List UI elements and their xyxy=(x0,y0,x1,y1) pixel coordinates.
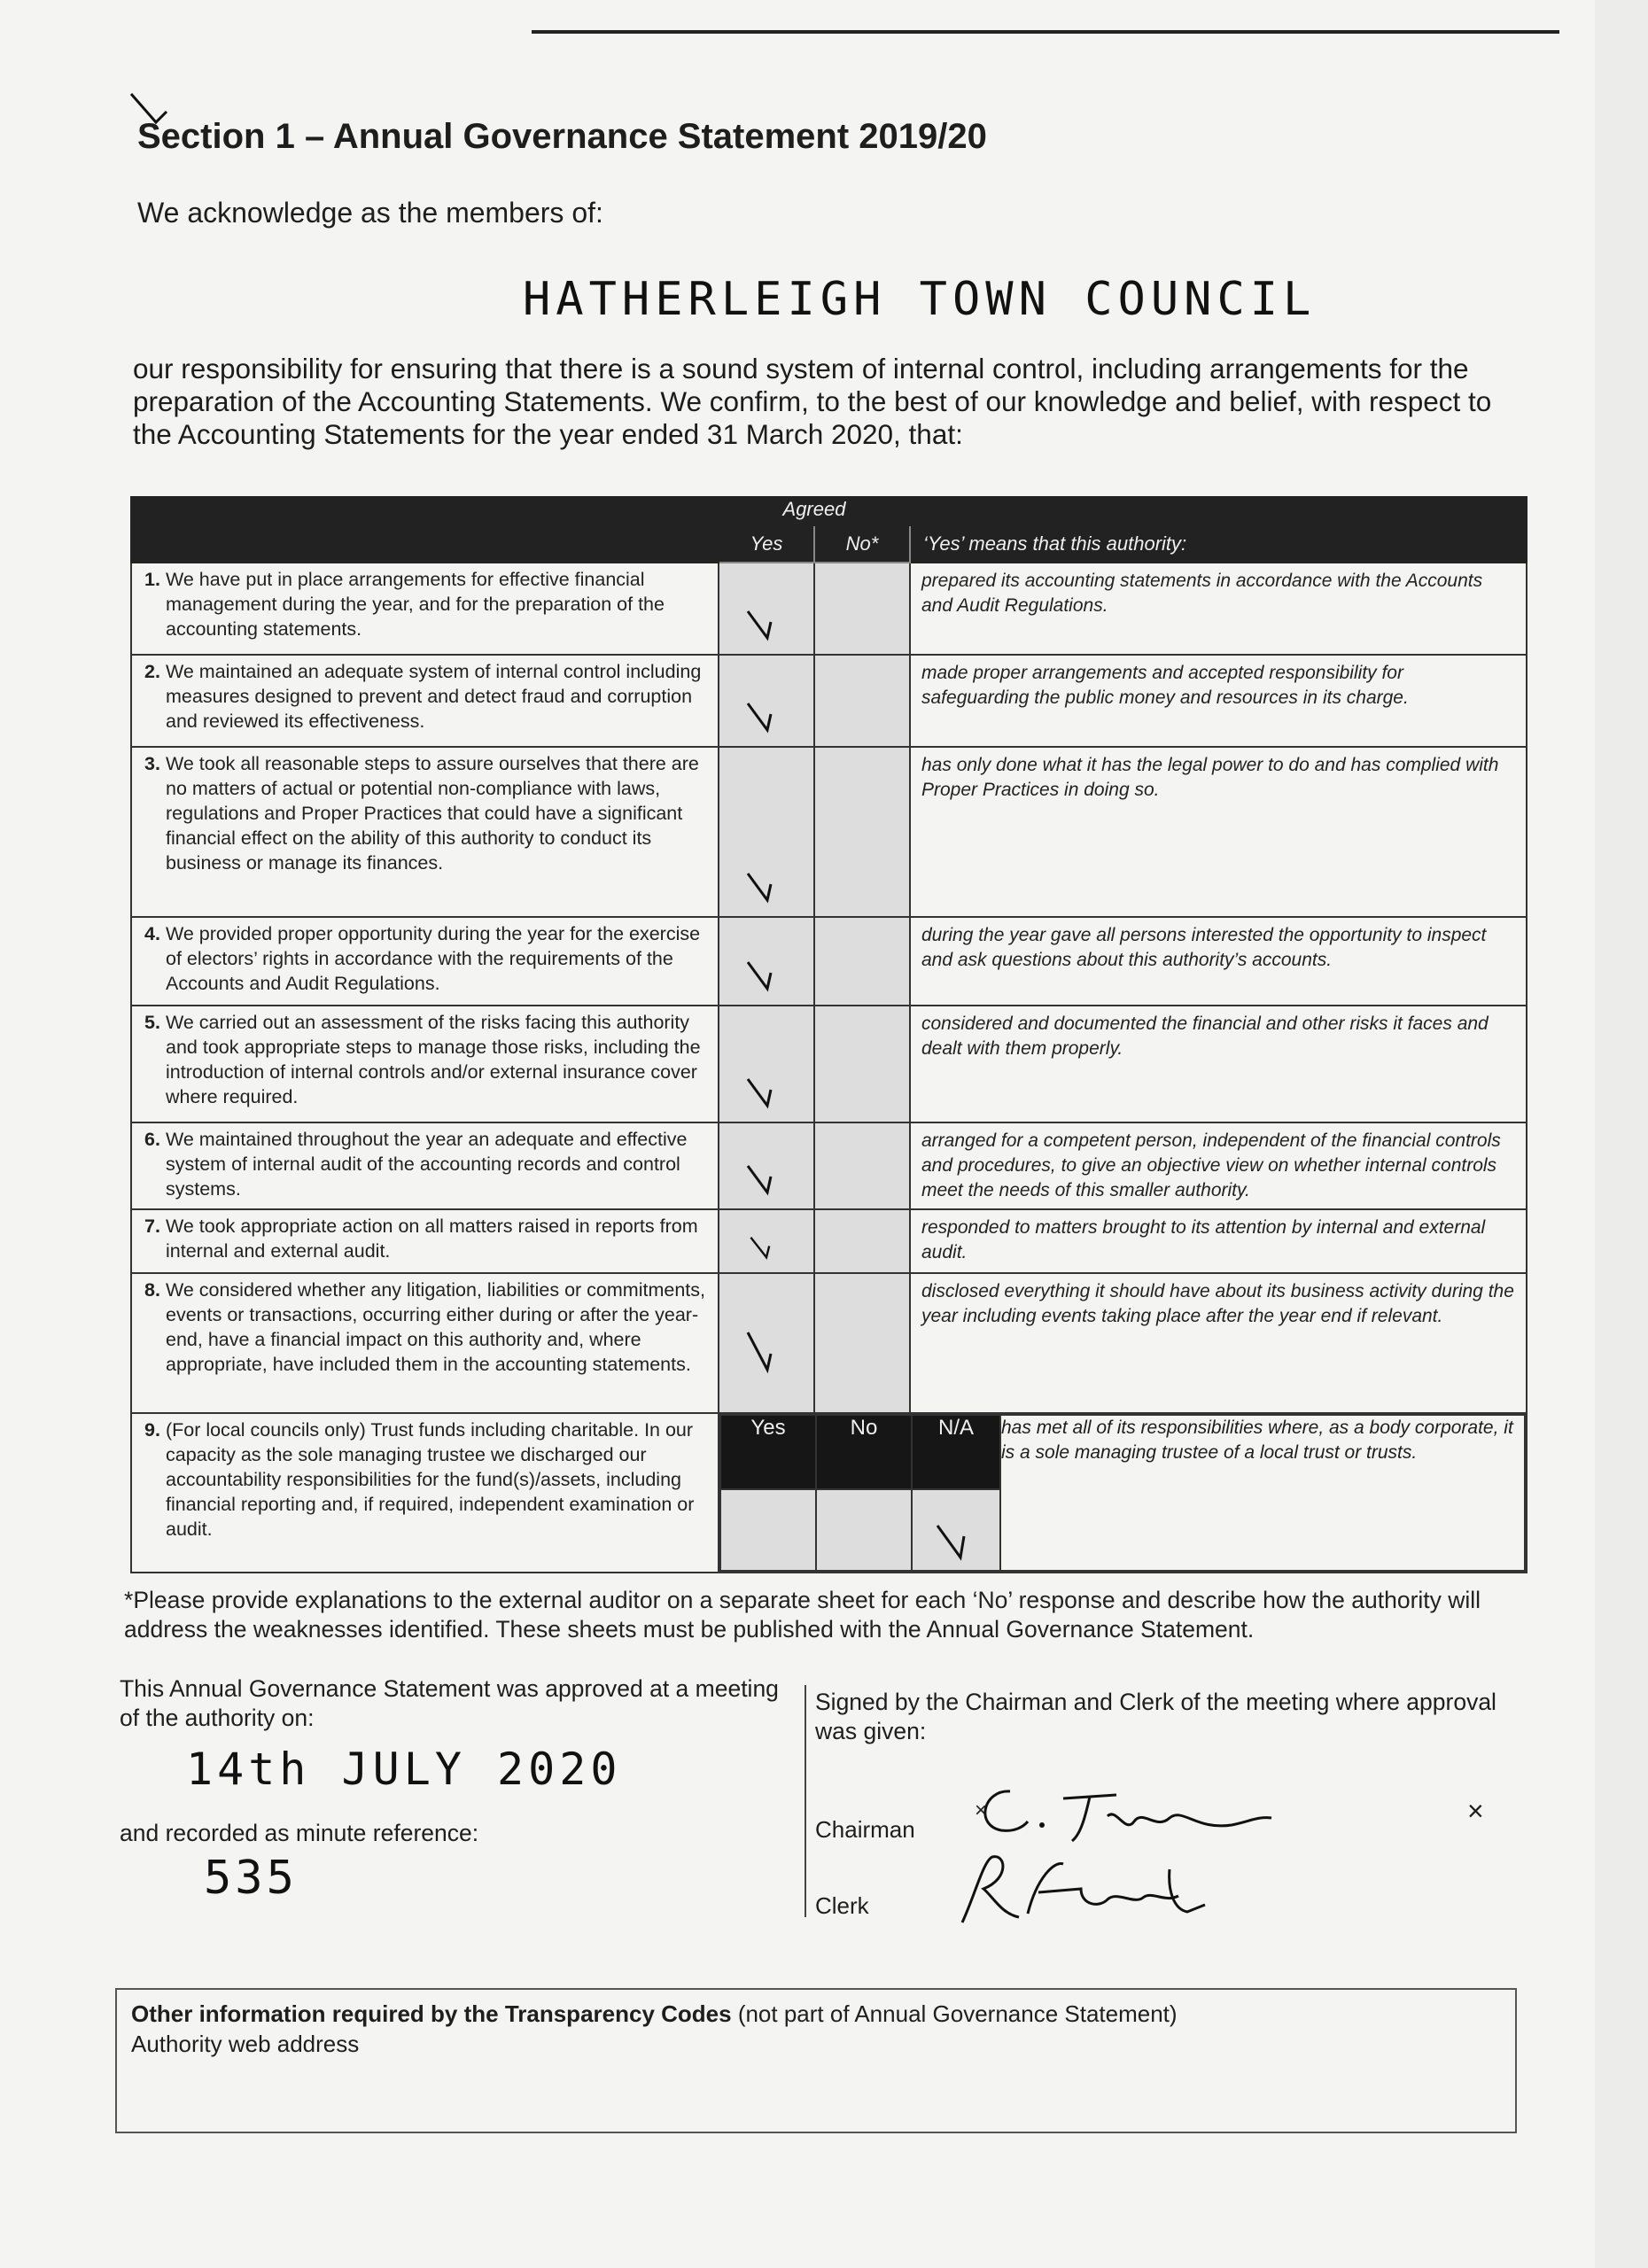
clerk-label: Clerk xyxy=(815,1892,869,1919)
row9-yes-checkbox[interactable] xyxy=(720,1489,816,1571)
clerk-signature xyxy=(957,1843,1223,1940)
yes-checkbox[interactable] xyxy=(719,917,814,1006)
header-yes: Yes xyxy=(719,525,814,563)
no-checkbox[interactable] xyxy=(814,1209,910,1273)
row9-answers xyxy=(719,1413,1527,1573)
web-address-label: Authority web address xyxy=(131,2031,360,2057)
check-icon xyxy=(742,1060,783,1113)
row9-yes-header: Yes xyxy=(720,1415,816,1489)
check-icon xyxy=(742,1226,783,1269)
check-icon xyxy=(934,1510,975,1563)
meaning-cell: considered and documented the financial and other risks it faces and dealt with them properly. xyxy=(910,1006,1527,1122)
council-name-handwritten: HATHERLEIGH TOWN COUNCIL xyxy=(523,273,1317,326)
check-icon xyxy=(742,592,783,645)
transparency-codes-box xyxy=(115,1988,1517,2133)
yes-checkbox[interactable] xyxy=(719,1006,814,1122)
no-checkbox[interactable] xyxy=(814,563,910,655)
no-checkbox[interactable] xyxy=(814,1122,910,1209)
statement-cell: 3. We took all reasonable steps to assure ourselves that there are no matters of actual or potential non-compliance with laws, regulations and Proper Practices that could have a significant financial effect on the ability of this authority to conduct its business or manage its finances. xyxy=(131,747,719,917)
signature-divider xyxy=(805,1685,806,1917)
row9-meaning: has met all of its responsibilities where, as a body corporate, it is a sole managing trustee of a local trust or trusts. xyxy=(1000,1415,1525,1571)
meaning-cell: prepared its accounting statements in accordance with the Accounts and Audit Regulations. xyxy=(910,563,1527,655)
meaning-cell: disclosed everything it should have about its business activity during the year including events taking place after the year end if relevant. xyxy=(910,1273,1527,1413)
approval-date-handwritten: 14th JULY 2020 xyxy=(186,1744,622,1795)
header-agreed: Agreed xyxy=(719,497,910,525)
statement-cell: 9. (For local councils only) Trust funds including charitable. In our capacity as the sole managing trustee we discharged our accountability responsibilities for the fund(s)/assets, including financial reporting and, if required, independent examination or audit. xyxy=(131,1413,719,1573)
check-icon xyxy=(742,1324,783,1377)
header-blank-2 xyxy=(131,525,719,563)
header-no: No* xyxy=(814,525,910,563)
yes-checkbox[interactable] xyxy=(719,1273,814,1413)
statement-cell: 8. We considered whether any litigation, liabilities or commitments, events or transactions, occurring either during or after the year-end, have a financial impact on this authority and, where appropriate, have included them in the accounting statements. xyxy=(131,1273,719,1413)
statement-cell: 7. We took appropriate action on all matters raised in reports from internal and external audit. xyxy=(131,1209,719,1273)
statement-cell: 2. We maintained an adequate system of internal control including measures designed to prevent and detect fraud and corruption and reviewed its effectiveness. xyxy=(131,655,719,747)
header-means: ‘Yes’ means that this authority: xyxy=(910,525,1527,563)
minute-label: and recorded as minute reference: xyxy=(120,1820,479,1846)
page-edge xyxy=(1595,0,1648,2268)
row9-inner-table xyxy=(719,1414,1526,1572)
table-row xyxy=(131,563,1527,655)
yes-checkbox[interactable] xyxy=(719,747,814,917)
yes-checkbox[interactable] xyxy=(719,1209,814,1273)
top-rule xyxy=(532,30,1559,34)
acknowledge-text: We acknowledge as the members of: xyxy=(137,197,603,229)
check-icon xyxy=(742,854,783,907)
table-row-9 xyxy=(131,1413,1527,1573)
meaning-cell: has only done what it has the legal power to do and has complied with Proper Practices in doing so. xyxy=(910,747,1527,917)
table-row xyxy=(131,1006,1527,1122)
yes-checkbox[interactable] xyxy=(719,563,814,655)
row9-no-checkbox[interactable] xyxy=(816,1489,912,1571)
table-row xyxy=(131,1122,1527,1209)
meaning-cell: arranged for a competent person, independent of the financial controls and procedures, to give an objective view on whether internal controls meet the needs of this smaller authority. xyxy=(910,1122,1527,1209)
header-blank-right xyxy=(910,497,1527,525)
no-checkbox[interactable] xyxy=(814,655,910,747)
signed-text: Signed by the Chairman and Clerk of the meeting where approval was given: xyxy=(815,1689,1496,1744)
meaning-cell: made proper arrangements and accepted responsibility for safeguarding the public money and resources in its charge. xyxy=(910,655,1527,747)
minute-reference-handwritten: 535 xyxy=(204,1852,298,1905)
table-row xyxy=(131,655,1527,747)
check-icon xyxy=(742,943,783,996)
row9-na-header: N/A xyxy=(912,1415,1000,1489)
no-checkbox[interactable] xyxy=(814,917,910,1006)
approval-text: This Annual Governance Statement was approved at a meeting of the authority on: xyxy=(120,1675,779,1731)
table-row xyxy=(131,747,1527,917)
intro-paragraph: our responsibility for ensuring that there is a sound system of internal control, including arrangements for the preparation of the Accounting Statements. We confirm, to the best of our knowledge and belief, with respect to the Accounting Statements for the year ended 31 March 2020, that: xyxy=(133,353,1492,450)
signature-mark: × xyxy=(975,1798,988,1822)
chairman-label: Chairman xyxy=(815,1816,915,1843)
yes-checkbox[interactable] xyxy=(719,655,814,747)
page-title: Section 1 – Annual Governance Statement 2019/20 xyxy=(137,117,987,156)
statement-cell: 5. We carried out an assessment of the risks facing this authority and took appropriate steps to manage those risks, including the introduction of internal controls and/or external insurance cover where required. xyxy=(131,1006,719,1122)
row9-no-header: No xyxy=(816,1415,912,1489)
statement-cell: 4. We provided proper opportunity during the year for the exercise of electors’ rights in accordance with the requirements of the Accounts and Audit Regulations. xyxy=(131,917,719,1006)
yes-checkbox[interactable] xyxy=(719,1122,814,1209)
statement-cell: 1. We have put in place arrangements for effective financial management during the year, and for the preparation of the accounting statements. xyxy=(131,563,719,655)
table-row xyxy=(131,917,1527,1006)
no-checkbox[interactable] xyxy=(814,747,910,917)
transparency-title: Other information required by the Transparency Codes (not part of Annual Governance Statement) xyxy=(131,2000,1178,2027)
table-row xyxy=(131,1209,1527,1273)
check-icon xyxy=(742,684,783,737)
no-checkbox[interactable] xyxy=(814,1006,910,1122)
chairman-signature xyxy=(966,1772,1302,1852)
signature-mark: × xyxy=(1467,1795,1484,1827)
header-blank xyxy=(131,497,719,525)
meaning-cell: responded to matters brought to its attention by internal and external audit. xyxy=(910,1209,1527,1273)
footnote: *Please provide explanations to the external auditor on a separate sheet for each ‘No’ response and describe how the authority will address the weaknesses identified. These sheets must be published with the Annual Governance Statement. xyxy=(124,1587,1481,1643)
check-icon xyxy=(742,1146,783,1200)
no-checkbox[interactable] xyxy=(814,1273,910,1413)
table-row xyxy=(131,1273,1527,1413)
row9-na-checkbox[interactable] xyxy=(912,1489,1000,1571)
governance-table xyxy=(130,496,1528,1573)
meaning-cell: during the year gave all persons interested the opportunity to inspect and ask questions about this authority’s accounts. xyxy=(910,917,1527,1006)
statement-cell: 6. We maintained throughout the year an adequate and effective system of internal audit of the accounting records and control systems. xyxy=(131,1122,719,1209)
